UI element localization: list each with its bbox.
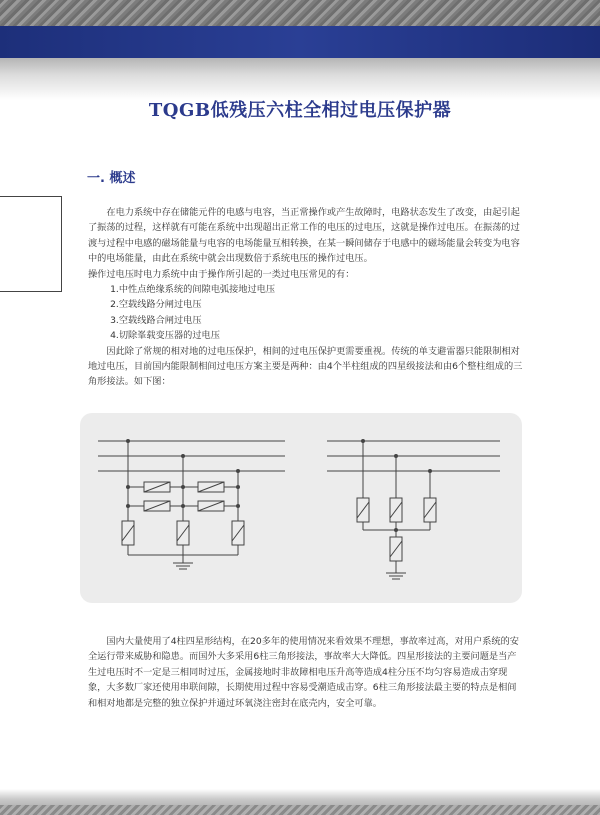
list-item: 4.切除峯载变压器的过电压 [110,330,220,342]
header-blue-band [0,26,600,58]
six-column-delta-diagram [98,441,285,569]
comparison-body [88,634,524,711]
four-column-star-diagram [327,441,500,579]
circuit-diagram-panel [80,413,522,603]
overview-body [88,205,524,390]
footer-texture-strip [0,805,600,815]
circuit-diagrams [80,413,522,603]
list-item: 3.空载线路合闸过电压 [110,314,202,326]
page-title: TQGB低残压六柱全相过电压保护器 [148,100,452,121]
paragraph-schemes: 因此除了常规的相对地的过电压保护，相间的过电压保护更需要重视。传统的单支避雷器只能限制相对地过电压，目前国内能限制相间过电压方案主要是两种：由4个半柱组成的四星级接法和由6个整柱组成的三角形接法。如下图： [88,345,523,388]
section-heading: 一. 概述 [87,171,136,186]
paragraph-comparison: 国内大量使用了4柱四星形结构，在20多年的使用情况来看效果不理想，事故率过高，对用户系统的安全运行带来威胁和隐患。而国外大多采用6柱三角形接法，事故率大大降低。四星形接法的主要问题是当产生过电压时不一定是三相同时过压，金属接地时非故障相电压升高等造成4柱分压不均匀容易造成击穿现象，大多数厂家还使用串联间隙，长期使用过程中容易受潮造成击穿。6柱三角形接法最主要的特点是相间和相对地都是完整的独立保护并通过环氧浇注密封在底壳内，安全可靠。 [88,636,519,709]
header-gradient [0,58,600,100]
list-item: 2.空载线路分闸过电压 [110,299,202,311]
paragraph-list-lead: 操作过电压时电力系统中由于操作所引起的一类过电压常见的有： [88,268,355,280]
paragraph-intro: 在电力系统中存在储能元件的电感与电容，当正常操作或产生故障时，电路状态发生了改变，由起引起了振荡的过程，这样就有可能在系统中出现超出正常工作的电压的过电压，这就是操作过电压。在振荡的过渡与过程中电感的磁场能量与电容的电场能量互相转换，在某一瞬间储存于电感中的磁场能量会转变为电容中的电场能量，由此在系统中就会出现数倍于系统电压的操作过电压。 [88,207,520,265]
margin-frame [0,196,62,292]
header-texture-strip [0,0,600,26]
list-item: 1.中性点绝缘系统的间隙电弧接地过电压 [110,284,276,296]
